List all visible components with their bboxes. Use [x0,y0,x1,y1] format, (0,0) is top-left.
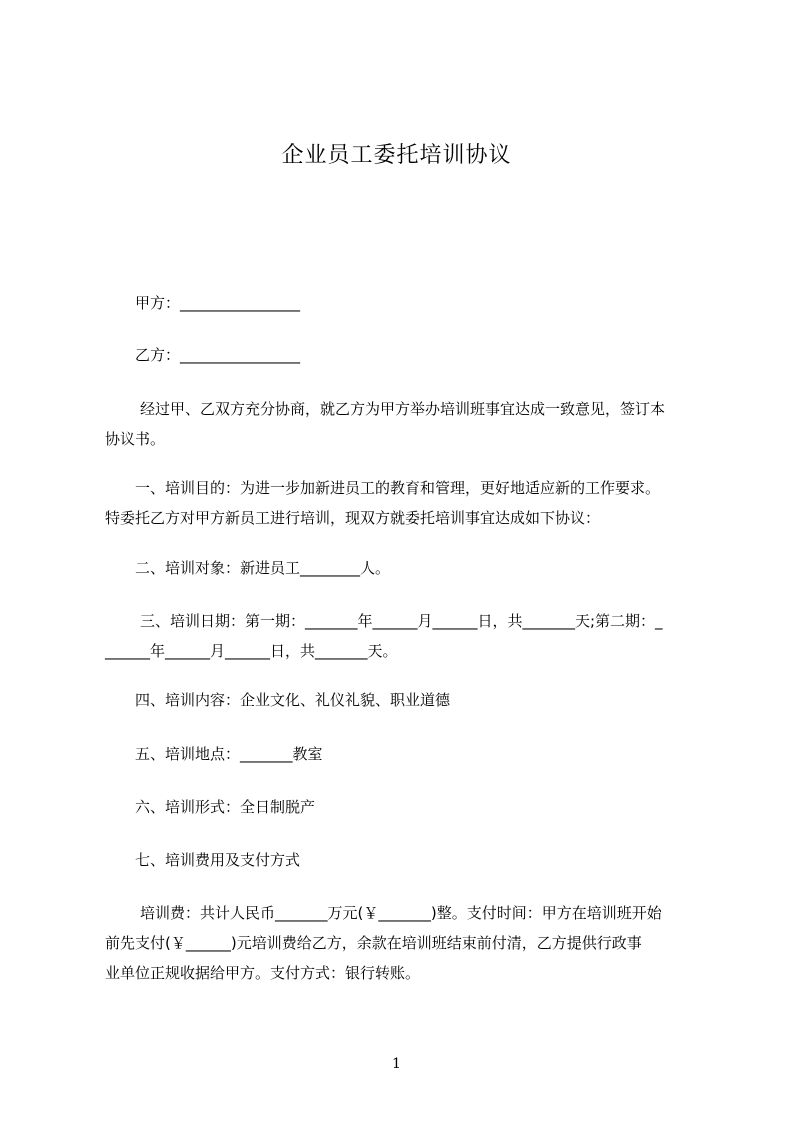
intro-line-1: 经过甲、乙双方充分协商，就乙方为甲方举办培训班事宜达成一致意见，签订本 [125,400,666,418]
clause-3-paragraph [105,606,705,666]
clause-7-heading: 七、培训费用及支付方式 [135,851,301,869]
clause-3-line-1: 三、培训日期：第一期：_______年______月______日，共_______天;第二期：_ [125,612,663,630]
clause-6-line: 六、培训形式：全日制脱产 [135,798,316,816]
intro-paragraph [105,394,705,454]
fee-paragraph [105,898,705,988]
party-a-line: 甲方：________________ [135,294,301,312]
clause-2-line: 二、培训对象：新进员工________人。 [135,559,391,577]
clause-1-line-1: 一、培训目的：为进一步加新进员工的教育和管理，更好地适应新的工作要求。 [105,479,661,497]
fee-line-3: 业单位正规收据给甲方。支付方式：银行转账。 [105,964,421,982]
clause-1-line-2: 特委托乙方对甲方新员工进行培训，现双方就委托培训事宜达成如下协议： [105,509,601,527]
party-b-line: 乙方：________________ [135,346,301,364]
clause-3-line-2: ______年______月______日，共_______天。 [105,642,398,660]
fee-line-2: 前先支付(￥______)元培训费给乙方，余款在培训班结束前付清，乙方提供行政事 [105,934,642,952]
clause-5-line: 五、培训地点：_______教室 [135,745,323,763]
document-title: 企业员工委托培训协议 [281,143,512,168]
clause-1-paragraph [105,473,705,533]
page-number: 1 [392,1056,401,1072]
intro-line-2: 协议书。 [105,430,166,448]
clause-4-line: 四、培训内容：企业文化、礼仪礼貌、职业道德 [135,691,451,709]
fee-line-1: 培训费：共计人民币_______万元(￥_______)整。支付时间：甲方在培训班开始 [125,904,662,922]
